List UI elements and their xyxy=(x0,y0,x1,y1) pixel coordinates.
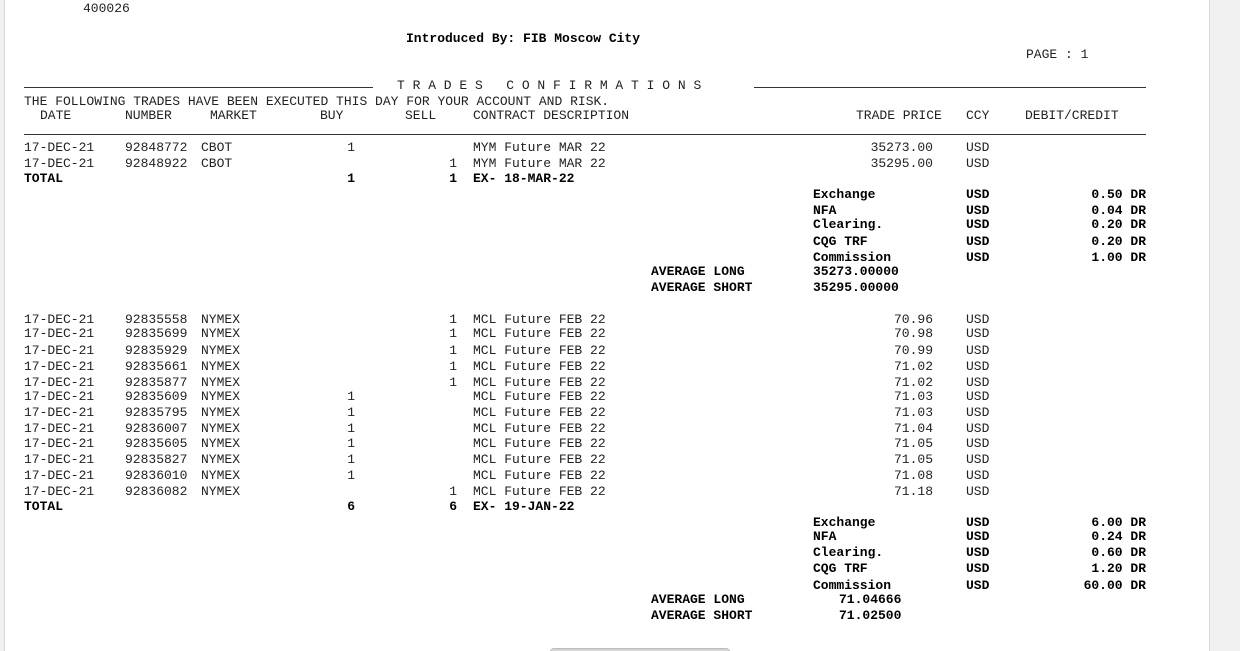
trade-number: 92835605 xyxy=(125,436,188,451)
trade-sell-qty: 1 xyxy=(449,375,457,390)
trade-date: 17-DEC-21 xyxy=(24,484,95,499)
trade-number: 92848772 xyxy=(125,140,188,155)
trade-buy-qty: 1 xyxy=(347,468,355,483)
trade-ccy: USD xyxy=(966,452,990,467)
fee-ccy: USD xyxy=(966,529,990,544)
average-short-value: 35295.00000 xyxy=(813,280,899,295)
introduced-by: Introduced By: FIB Moscow City xyxy=(406,31,641,46)
total-label: TOTAL xyxy=(24,499,64,514)
statement-line: THE FOLLOWING TRADES HAVE BEEN EXECUTED THIS DAY FOR YOUR ACCOUNT AND RISK. xyxy=(24,94,610,109)
trade-market: CBOT xyxy=(201,140,233,155)
trade-ccy: USD xyxy=(966,389,990,404)
trade-buy-qty: 1 xyxy=(347,436,355,451)
trade-number: 92835699 xyxy=(125,326,188,341)
trade-market: CBOT xyxy=(201,156,233,171)
trade-date: 17-DEC-21 xyxy=(24,140,95,155)
trade-contract: MCL Future FEB 22 xyxy=(473,421,606,436)
trade-date: 17-DEC-21 xyxy=(24,343,95,358)
fee-label: Clearing. xyxy=(813,545,884,560)
trade-buy-qty: 1 xyxy=(347,452,355,467)
trade-ccy: USD xyxy=(966,312,990,327)
trade-contract: MCL Future FEB 22 xyxy=(473,452,606,467)
col-contract: CONTRACT DESCRIPTION xyxy=(473,108,630,123)
fee-amount: 0.60 DR xyxy=(1091,545,1146,560)
fee-label: NFA xyxy=(813,529,837,544)
trade-date: 17-DEC-21 xyxy=(24,452,95,467)
total-label: TOTAL xyxy=(24,171,64,186)
trade-contract: MCL Future FEB 22 xyxy=(473,389,606,404)
trade-date: 17-DEC-21 xyxy=(24,312,95,327)
total-sell: 6 xyxy=(449,499,457,514)
fee-label: Commission xyxy=(813,250,892,265)
trade-price: 71.05 xyxy=(893,452,933,467)
total-expiry: EX- 19-JAN-22 xyxy=(473,499,575,514)
trade-market: NYMEX xyxy=(201,343,241,358)
fee-ccy: USD xyxy=(966,203,990,218)
col-date: DATE xyxy=(40,108,72,123)
col-market: MARKET xyxy=(210,108,257,123)
trade-market: NYMEX xyxy=(201,484,241,499)
trade-date: 17-DEC-21 xyxy=(24,468,95,483)
trade-contract: MCL Future FEB 22 xyxy=(473,312,606,327)
trade-contract: MCL Future FEB 22 xyxy=(473,436,606,451)
trade-sell-qty: 1 xyxy=(449,312,457,327)
fee-ccy: USD xyxy=(966,515,990,530)
fee-ccy: USD xyxy=(966,545,990,560)
trade-number: 92836082 xyxy=(125,484,188,499)
fee-amount: 0.20 DR xyxy=(1091,234,1146,249)
trade-market: NYMEX xyxy=(201,389,241,404)
trade-date: 17-DEC-21 xyxy=(24,436,95,451)
trade-ccy: USD xyxy=(966,436,990,451)
trade-price: 71.02 xyxy=(893,359,933,374)
page-number: PAGE : 1 xyxy=(1026,47,1089,62)
trade-contract: MYM Future MAR 22 xyxy=(473,140,606,155)
trade-sell-qty: 1 xyxy=(449,156,457,171)
fee-label: CQG TRF xyxy=(813,234,868,249)
header-rule xyxy=(24,134,1146,135)
trade-price: 71.08 xyxy=(893,468,933,483)
trade-date: 17-DEC-21 xyxy=(24,389,95,404)
trade-ccy: USD xyxy=(966,140,990,155)
trade-contract: MCL Future FEB 22 xyxy=(473,326,606,341)
trade-price: 71.02 xyxy=(893,375,933,390)
trade-price: 35295.00 xyxy=(870,156,933,171)
trade-number: 92835929 xyxy=(125,343,188,358)
trade-price: 70.96 xyxy=(893,312,933,327)
trade-date: 17-DEC-21 xyxy=(24,405,95,420)
col-ccy: CCY xyxy=(966,108,990,123)
fee-amount: 0.24 DR xyxy=(1091,529,1146,544)
total-buy: 6 xyxy=(347,499,355,514)
trade-number: 92835877 xyxy=(125,375,188,390)
trade-number: 92835558 xyxy=(125,312,188,327)
average-long-value: 71.04666 xyxy=(839,592,902,607)
fee-label: Commission xyxy=(813,578,892,593)
trade-ccy: USD xyxy=(966,343,990,358)
trade-buy-qty: 1 xyxy=(347,421,355,436)
trade-market: NYMEX xyxy=(201,359,241,374)
trade-number: 92835795 xyxy=(125,405,188,420)
fee-amount: 0.04 DR xyxy=(1091,203,1146,218)
fee-ccy: USD xyxy=(966,234,990,249)
trade-market: NYMEX xyxy=(201,326,241,341)
trade-number: 92836007 xyxy=(125,421,188,436)
total-buy: 1 xyxy=(347,171,355,186)
trade-price: 70.98 xyxy=(893,326,933,341)
trade-contract: MCL Future FEB 22 xyxy=(473,359,606,374)
trade-contract: MYM Future MAR 22 xyxy=(473,156,606,171)
fee-amount: 0.20 DR xyxy=(1091,217,1146,232)
col-debit-credit: DEBIT/CREDIT xyxy=(1025,108,1119,123)
trade-date: 17-DEC-21 xyxy=(24,375,95,390)
section-title: T R A D E S C O N F I R M A T I O N S xyxy=(397,78,702,93)
trade-date: 17-DEC-21 xyxy=(24,326,95,341)
fee-amount: 1.00 DR xyxy=(1091,250,1146,265)
fee-amount: 60.00 DR xyxy=(1083,578,1146,593)
total-sell: 1 xyxy=(449,171,457,186)
average-long-label: AVERAGE LONG xyxy=(651,592,745,607)
trade-date: 17-DEC-21 xyxy=(24,156,95,171)
trade-ccy: USD xyxy=(966,405,990,420)
trade-ccy: USD xyxy=(966,326,990,341)
document-page xyxy=(4,0,1210,651)
trade-number: 92836010 xyxy=(125,468,188,483)
trade-price: 71.03 xyxy=(893,405,933,420)
fee-label: CQG TRF xyxy=(813,561,868,576)
trade-market: NYMEX xyxy=(201,468,241,483)
fee-amount: 6.00 DR xyxy=(1091,515,1146,530)
trade-market: NYMEX xyxy=(201,405,241,420)
account-code: 400026 xyxy=(83,1,130,16)
average-long-value: 35273.00000 xyxy=(813,264,899,279)
fee-label: Clearing. xyxy=(813,217,884,232)
fee-ccy: USD xyxy=(966,250,990,265)
trade-market: NYMEX xyxy=(201,375,241,390)
total-expiry: EX- 18-MAR-22 xyxy=(473,171,575,186)
trade-date: 17-DEC-21 xyxy=(24,359,95,374)
average-short-label: AVERAGE SHORT xyxy=(651,608,753,623)
fee-amount: 1.20 DR xyxy=(1091,561,1146,576)
title-rule-right xyxy=(754,87,1146,88)
col-trade-price: TRADE PRICE xyxy=(856,108,942,123)
trade-buy-qty: 1 xyxy=(347,389,355,404)
col-number: NUMBER xyxy=(125,108,172,123)
trade-ccy: USD xyxy=(966,359,990,374)
fee-label: NFA xyxy=(813,203,837,218)
fee-ccy: USD xyxy=(966,187,990,202)
trade-price: 35273.00 xyxy=(870,140,933,155)
fee-ccy: USD xyxy=(966,578,990,593)
average-short-label: AVERAGE SHORT xyxy=(651,280,753,295)
fee-label: Exchange xyxy=(813,515,876,530)
trade-number: 92835661 xyxy=(125,359,188,374)
fee-label: Exchange xyxy=(813,187,876,202)
fee-amount: 0.50 DR xyxy=(1091,187,1146,202)
trade-number: 92848922 xyxy=(125,156,188,171)
average-short-value: 71.02500 xyxy=(839,608,902,623)
trade-sell-qty: 1 xyxy=(449,326,457,341)
trade-market: NYMEX xyxy=(201,436,241,451)
title-rule-left xyxy=(24,87,373,88)
trade-sell-qty: 1 xyxy=(449,359,457,374)
col-sell: SELL xyxy=(405,108,437,123)
average-long-label: AVERAGE LONG xyxy=(651,264,745,279)
trade-ccy: USD xyxy=(966,421,990,436)
trade-ccy: USD xyxy=(966,375,990,390)
col-buy: BUY xyxy=(320,108,344,123)
trade-price: 71.05 xyxy=(893,436,933,451)
fee-ccy: USD xyxy=(966,561,990,576)
trade-contract: MCL Future FEB 22 xyxy=(473,468,606,483)
trade-contract: MCL Future FEB 22 xyxy=(473,343,606,358)
trade-ccy: USD xyxy=(966,156,990,171)
trade-price: 71.03 xyxy=(893,389,933,404)
trade-price: 71.18 xyxy=(893,484,933,499)
trade-market: NYMEX xyxy=(201,421,241,436)
trade-buy-qty: 1 xyxy=(347,405,355,420)
trade-price: 71.04 xyxy=(893,421,933,436)
fee-ccy: USD xyxy=(966,217,990,232)
trade-price: 70.99 xyxy=(893,343,933,358)
trade-contract: MCL Future FEB 22 xyxy=(473,375,606,390)
trade-ccy: USD xyxy=(966,468,990,483)
trade-contract: MCL Future FEB 22 xyxy=(473,484,606,499)
trade-date: 17-DEC-21 xyxy=(24,421,95,436)
trade-market: NYMEX xyxy=(201,452,241,467)
trade-sell-qty: 1 xyxy=(449,343,457,358)
trade-buy-qty: 1 xyxy=(347,140,355,155)
trade-number: 92835609 xyxy=(125,389,188,404)
trade-sell-qty: 1 xyxy=(449,484,457,499)
trade-ccy: USD xyxy=(966,484,990,499)
trade-number: 92835827 xyxy=(125,452,188,467)
trade-market: NYMEX xyxy=(201,312,241,327)
trade-contract: MCL Future FEB 22 xyxy=(473,405,606,420)
